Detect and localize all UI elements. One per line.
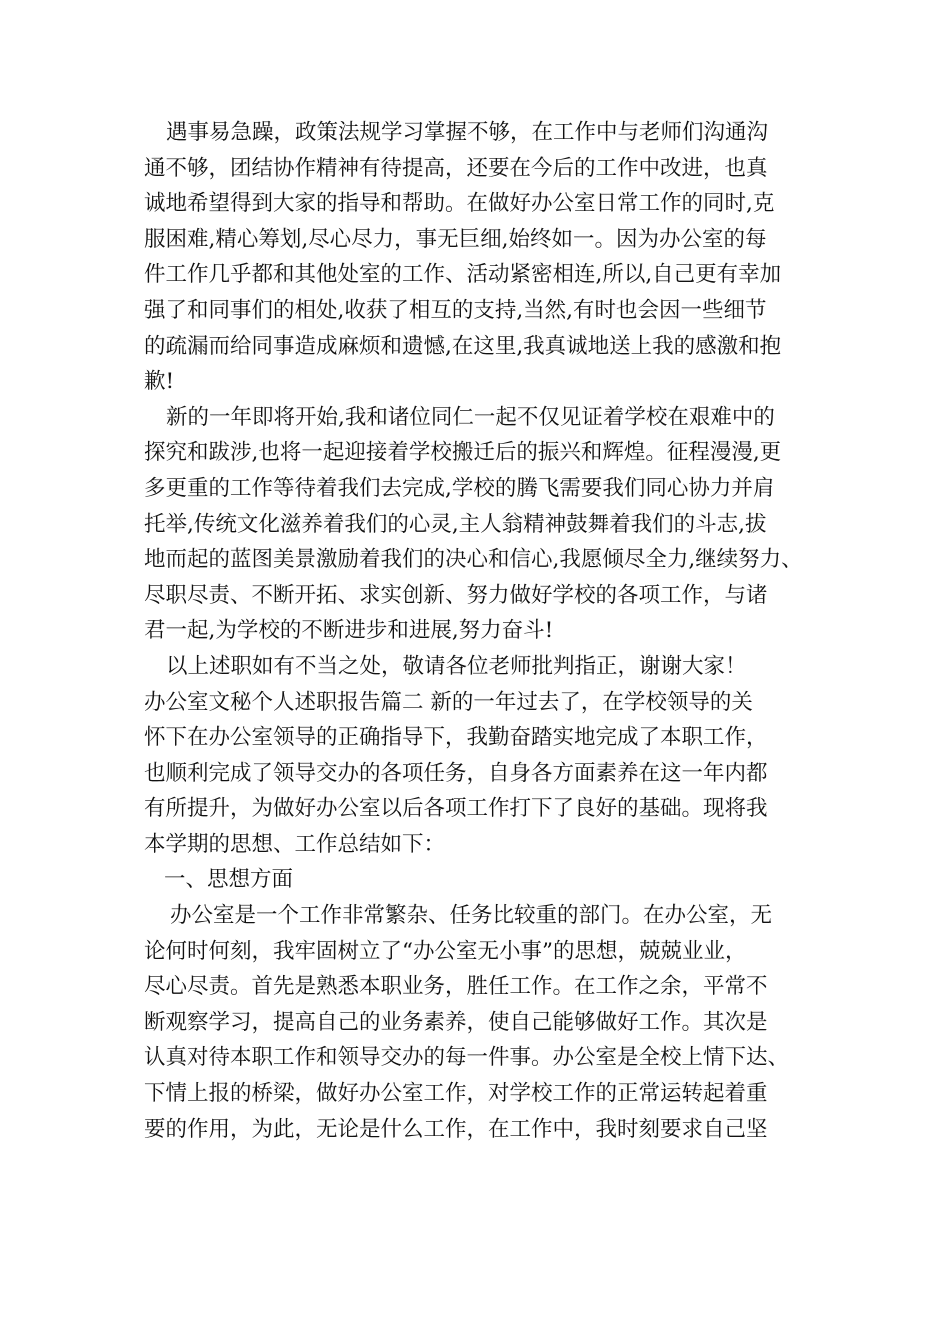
- text-line: 地而起的蓝图美景激励着我们的决心和信心,我愿倾尽全力,继续努力、: [144, 547, 803, 573]
- text-line: 本学期的思想、工作总结如下：: [144, 831, 446, 857]
- text-line: 通不够，团结协作精神有待提高，还要在今后的工作中改进，也真: [144, 155, 768, 181]
- subheading-line: 一、思想方面: [164, 867, 294, 893]
- text-line: 服困难,精心筹划,尽心尽力，事无巨细,始终如一。因为办公室的每: [144, 226, 767, 252]
- document-body: [144, 115, 809, 1147]
- text-line: 以上述职如有不当之处，敬请各位老师批判指正，谢谢大家！: [166, 653, 747, 679]
- text-line: 的疏漏而给同事造成麻烦和遗憾,在这里,我真诚地送上我的感激和抱: [144, 333, 782, 359]
- text-line: 有所提升，为做好办公室以后各项工作打下了良好的基础。现将我: [144, 796, 768, 822]
- section-heading-line: 办公室文秘个人述职报告篇二 新的一年过去了，在学校领导的关: [144, 689, 753, 715]
- text-line: 探究和跋涉,也将一起迎接着学校搬迁后的振兴和辉煌。征程漫漫,更: [144, 440, 782, 466]
- text-line: 多更重的工作等待着我们去完成,学校的腾飞需要我们同心协力并肩: [144, 475, 775, 501]
- text-line: 诚地希望得到大家的指导和帮助。在做好办公室日常工作的同时,克: [144, 191, 775, 217]
- text-line: 认真对待本职工作和领导交办的每一件事。办公室是全校上情下达、: [144, 1045, 790, 1071]
- text-line: 尽心尽责。首先是熟悉本职业务，胜任工作。在工作之余，平常不: [144, 974, 768, 1000]
- text-line: 遇事易急躁，政策法规学习掌握不够，在工作中与老师们沟通沟: [166, 120, 769, 145]
- text-line: 歉!: [144, 369, 175, 395]
- text-line: 新的一年即将开始,我和诸位同仁一起不仅见证着学校在艰难中的: [166, 404, 775, 430]
- text-line: 要的作用，为此，无论是什么工作，在工作中，我时刻要求自己坚: [144, 1116, 768, 1142]
- text-line: 下情上报的桥梁，做好办公室工作，对学校工作的正常运转起着重: [144, 1081, 768, 1107]
- text-line: 论何时何刻，我牢固树立了“办公室无小事”的思想，兢兢业业，: [144, 938, 747, 964]
- text-line: 办公室是一个工作非常繁杂、任务比较重的部门。在办公室，无: [170, 903, 773, 929]
- text-line: 怀下在办公室领导的正确指导下，我勤奋踏实地完成了本职工作，: [144, 725, 768, 751]
- text-line: 托举,传统文化滋养着我们的心灵,主人翁精神鼓舞着我们的斗志,拔: [144, 511, 767, 537]
- text-line: 君一起,为学校的不断进步和进展,努力奋斗!: [144, 618, 554, 644]
- text-line: 也顺利完成了领导交办的各项任务，自身各方面素养在这一年内都: [144, 760, 768, 786]
- text-line: 断观察学习，提高自己的业务素养，使自己能够做好工作。其次是: [144, 1009, 768, 1035]
- text-line: 尽职尽责、不断开拓、求实创新、努力做好学校的各项工作，与诸: [144, 582, 768, 608]
- text-line: 强了和同事们的相处,收获了相互的支持,当然,有时也会因一些细节: [144, 297, 767, 323]
- text-line: 件工作几乎都和其他处室的工作、活动紧密相连,所以,自己更有幸加: [144, 262, 782, 288]
